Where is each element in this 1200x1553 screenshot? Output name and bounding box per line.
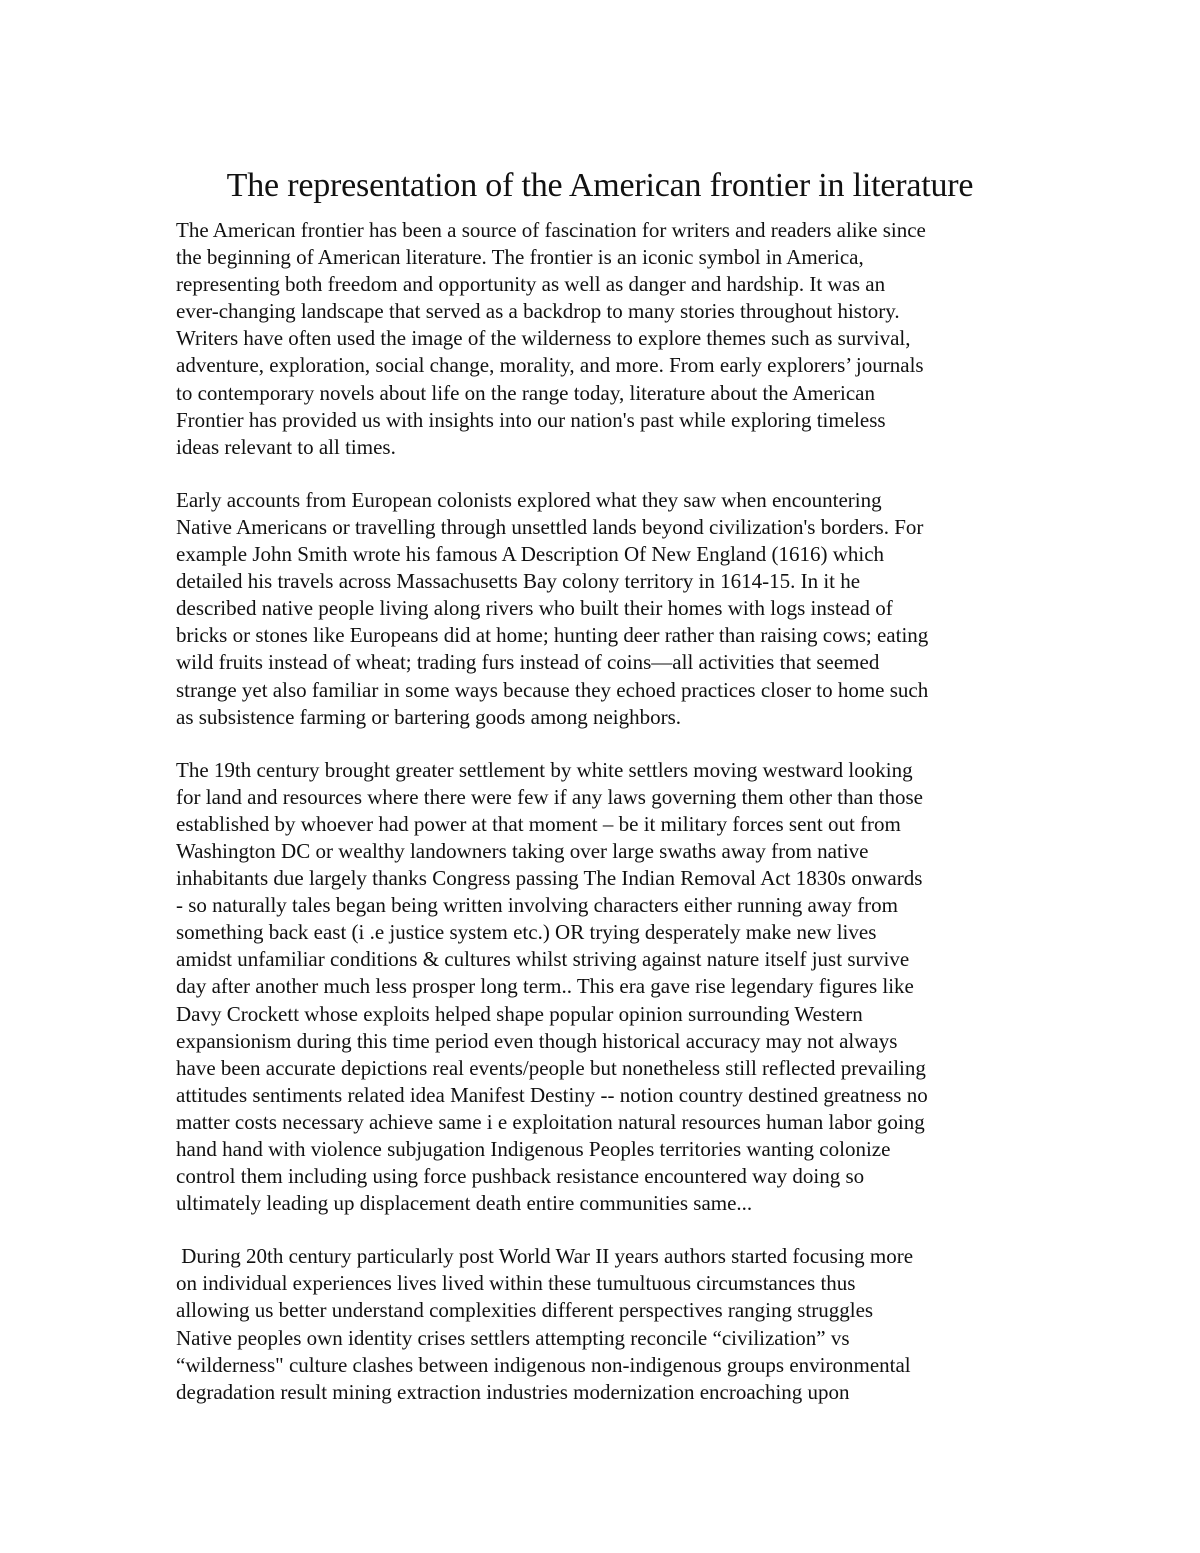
document-body bbox=[176, 217, 1076, 1406]
text-line: Frontier has provided us with insights into our nation's past while exploring timeless bbox=[176, 407, 886, 432]
text-line: “wilderness" culture clashes between indigenous non-indigenous groups environmental bbox=[176, 1352, 911, 1377]
text-line: control them including using force pushback resistance encountered way doing so bbox=[176, 1164, 865, 1189]
text-line: amidst unfamiliar conditions & cultures whilst striving against nature itself just survive bbox=[176, 947, 910, 972]
text-line: Washington DC or wealthy landowners taking over large swaths away from native bbox=[176, 838, 869, 863]
text-line: day after another much less prosper long term.. This era gave rise legendary figures like bbox=[176, 974, 914, 999]
text-line: - so naturally tales began being written involving characters either running away from bbox=[176, 893, 898, 918]
text-line: degradation result mining extraction industries modernization encroaching upon bbox=[176, 1379, 850, 1404]
text-line: wild fruits instead of wheat; trading furs instead of coins—all activities that seemed bbox=[176, 650, 880, 675]
text-line: ideas relevant to all times. bbox=[176, 434, 396, 459]
text-line: bricks or stones like Europeans did at home; hunting deer rather than raising cows; eating bbox=[176, 623, 929, 648]
text-line: During 20th century particularly post World War II years authors started focusing more bbox=[176, 1244, 914, 1269]
text-line: as subsistence farming or bartering goods among neighbors. bbox=[176, 704, 682, 729]
paragraph-1 bbox=[176, 217, 1076, 461]
text-line: The American frontier has been a source of fascination for writers and readers alike since bbox=[176, 218, 926, 242]
text-line: The 19th century brought greater settlement by white settlers moving westward looking bbox=[176, 757, 913, 782]
text-line: described native people living along rivers who built their homes with logs instead of bbox=[176, 596, 893, 621]
text-line: hand hand with violence subjugation Indigenous Peoples territories wanting colonize bbox=[176, 1137, 891, 1161]
text-line: for land and resources where there were few if any laws governing them other than those bbox=[176, 784, 923, 809]
text-line: Writers have often used the image of the wilderness to explore themes such as survival, bbox=[176, 326, 911, 351]
paragraph-2 bbox=[176, 487, 1076, 731]
document-title: The representation of the American frontier in literature bbox=[226, 167, 974, 204]
text-line: ever-changing landscape that served as a backdrop to many stories throughout history. bbox=[176, 299, 900, 324]
text-line: allowing us better understand complexities different perspectives ranging struggles bbox=[176, 1298, 874, 1323]
text-line: have been accurate depictions real events/people but nonetheless still reflected prevailing bbox=[176, 1055, 926, 1080]
text-line: matter costs necessary achieve same i e exploitation natural resources human labor going bbox=[176, 1109, 925, 1134]
paragraph-3 bbox=[176, 757, 1076, 1218]
text-line: strange yet also familiar in some ways because they echoed practices closer to home such bbox=[176, 677, 929, 702]
text-line: the beginning of American literature. The frontier is an iconic symbol in America, bbox=[176, 245, 864, 270]
text-line: expansionism during this time period even though historical accuracy may not always bbox=[176, 1028, 898, 1053]
text-line: detailed his travels across Massachusetts Bay colony territory in 1614-15. In it he bbox=[176, 569, 861, 594]
text-line: on individual experiences lives lived within these tumultuous circumstances thus bbox=[176, 1271, 856, 1296]
paragraph-4 bbox=[176, 1243, 1076, 1406]
text-line: established by whoever had power at that moment – be it military forces sent out from bbox=[176, 811, 901, 836]
text-line: Native peoples own identity crises settlers attempting reconcile “civilization” vs bbox=[176, 1325, 850, 1350]
text-line: adventure, exploration, social change, morality, and more. From early explorers’ journals bbox=[176, 353, 924, 378]
text-line: Early accounts from European colonists explored what they saw when encountering bbox=[176, 487, 882, 512]
text-line: representing both freedom and opportunity as well as danger and hardship. It was an bbox=[176, 272, 886, 297]
text-line: ultimately leading up displacement death entire communities same... bbox=[176, 1191, 753, 1216]
text-line: Native Americans or travelling through unsettled lands beyond civilization's borders. For bbox=[176, 514, 924, 539]
text-line: Davy Crockett whose exploits helped shape popular opinion surrounding Western bbox=[176, 1001, 863, 1026]
text-line: to contemporary novels about life on the range today, literature about the American bbox=[176, 380, 875, 405]
text-line: example John Smith wrote his famous A Description Of New England (1616) which bbox=[176, 542, 885, 567]
text-line: something back east (i .e justice system etc.) OR trying desperately make new lives bbox=[176, 920, 877, 945]
text-line: attitudes sentiments related idea Manifest Destiny -- notion country destined greatness no bbox=[176, 1082, 928, 1107]
text-line: inhabitants due largely thanks Congress passing The Indian Removal Act 1830s onwards bbox=[176, 866, 923, 891]
